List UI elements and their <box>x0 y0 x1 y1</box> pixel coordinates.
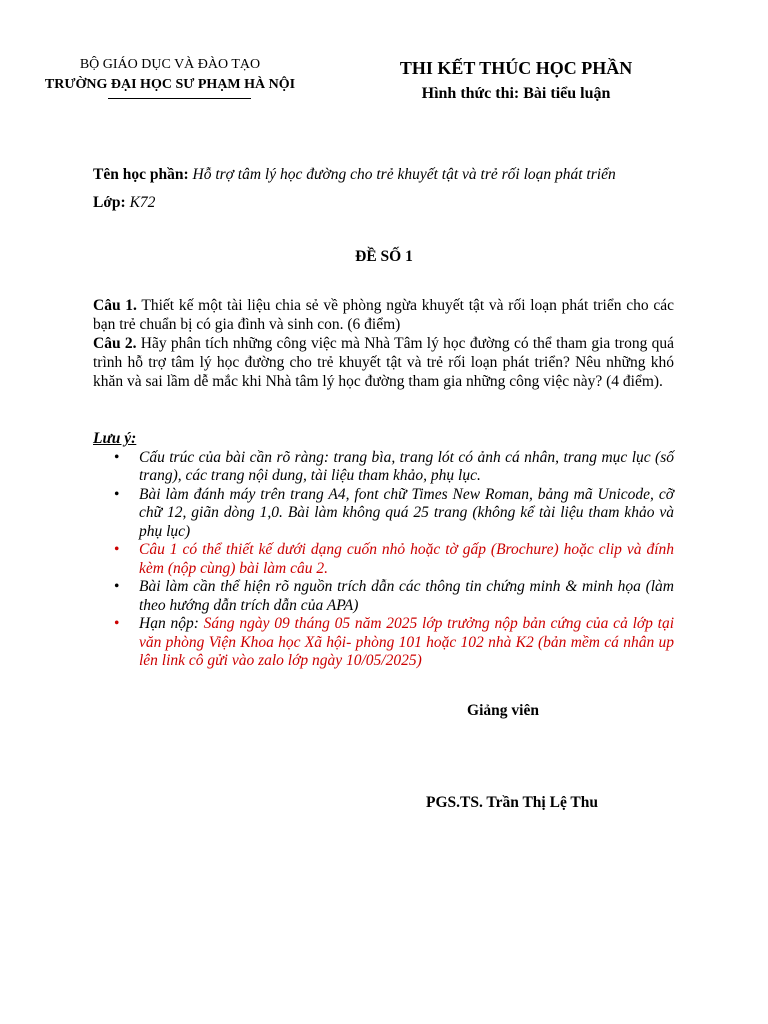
class-label: Lớp: <box>93 194 126 211</box>
question-1 <box>93 296 674 334</box>
question-text: Thiết kế một tài liệu chia sẻ về phòng ngừa khuyết tật và rối loạn phát triển cho các bạn trẻ chuẩn bị có gia đình và sinh con. (6 điểm) <box>93 297 674 333</box>
notes-title: Lưu ý: <box>93 430 137 447</box>
note-text: Bài làm đánh máy trên trang A4, font chữ Times New Roman, bảng mã Unicode, cỡ chữ 12, giãn dòng 1,0. Bài làm không quá 25 trang (không kể tài liệu tham khảo và phụ lục) <box>139 485 674 540</box>
exam-number: ĐỀ SỐ 1 <box>355 248 413 265</box>
note-text: Cấu trúc của bài cần rõ ràng: trang bìa, trang lót có ảnh cá nhân, trang mục lục (số trang), các trang nội dung, tài liệu tham khảo, phụ lục. <box>139 448 674 484</box>
note-item <box>93 486 674 542</box>
question-text: Hãy phân tích những công việc mà Nhà Tâm lý học đường có thể tham gia trong quá trình hỗ trợ tâm lý học đường cho trẻ khuyết tật và trẻ rối loạn phát triển? Nêu những khó khăn và sai lầm dễ mắc khi Nhà tâm lý học đường tham gia những công việc này? (4 điểm). <box>93 335 674 390</box>
signature-name: PGS.TS. Trần Thị Lệ Thu <box>425 794 598 811</box>
course-name: Hỗ trợ tâm lý học đường cho trẻ khuyết tật và trẻ rối loạn phát triển <box>192 166 616 183</box>
note-item-deadline <box>93 615 674 671</box>
note-item <box>93 578 674 615</box>
exam-form: Hình thức thi: Bài tiểu luận <box>421 85 611 102</box>
note-text: Bài làm cần thể hiện rõ nguồn trích dẫn các thông tin chứng minh & minh họa (làm theo hướng dẫn trích dẫn của APA) <box>139 578 674 614</box>
deadline-text: Sáng ngày 09 tháng 05 năm 2025 lớp trưởng nộp bản cứng của cả lớp tại văn phòng Viện Khoa học Xã hội- phòng 101 hoặc 102 nhà K2 (bản mềm cá nhân up lên link cô gửi vào zalo lớp ngày 10/05/2025) <box>139 615 675 669</box>
question-2 <box>93 334 674 391</box>
note-item <box>93 541 674 578</box>
signature-role: Giảng viên <box>467 702 539 719</box>
note-text: Câu 1 có thể thiết kế dưới dạng cuốn nhỏ hoặc tờ gấp (Brochure) hoặc clip và đính kèm (nộp cùng) bài làm câu 2. <box>139 541 674 577</box>
course-label: Tên học phần: <box>93 166 189 183</box>
bullet-icon: • <box>114 448 120 466</box>
note-item <box>93 449 674 486</box>
deadline-label: Hạn nộp: <box>139 615 199 632</box>
question-label: Câu 2. <box>93 335 137 352</box>
bullet-icon: • <box>114 541 120 558</box>
notes-section <box>93 430 674 671</box>
course-line <box>93 166 693 184</box>
question-label: Câu 1. <box>93 297 137 314</box>
ministry-name: BỘ GIÁO DỤC VÀ ĐÀO TẠO <box>79 57 261 72</box>
class-line <box>93 194 155 212</box>
notes-list <box>93 449 674 671</box>
university-name: TRƯỜNG ĐẠI HỌC SƯ PHẠM HÀ NỘI <box>44 77 296 92</box>
bullet-icon: • <box>114 578 120 595</box>
header-divider <box>108 98 251 99</box>
bullet-icon: • <box>114 485 120 503</box>
questions <box>93 296 674 391</box>
class-name: K72 <box>129 194 156 211</box>
exam-title: THI KẾT THÚC HỌC PHẦN <box>399 58 633 78</box>
bullet-icon: • <box>114 615 120 632</box>
